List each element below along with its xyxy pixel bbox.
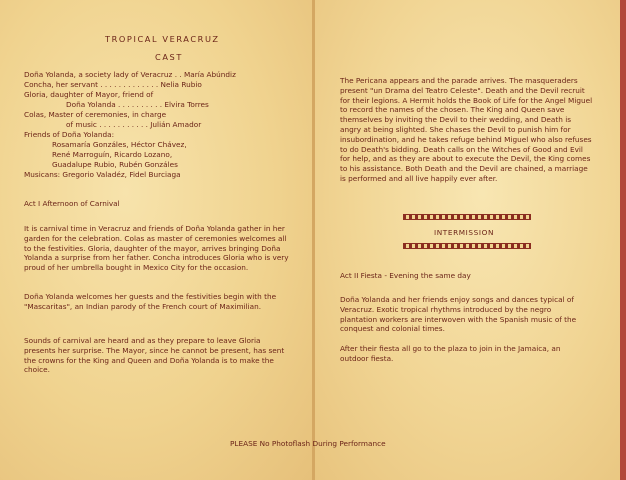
cast-line: Doña Yolanda, a society lady of Veracruz . . María Abúndiz (24, 70, 236, 79)
act-one-paragraph: Doña Yolanda welcomes her guests and the festivities begin with the "Mascaritas", an Indian parody of the French court of Maximilian. (24, 292, 277, 311)
cast-line: Friends of Doña Yolanda: (24, 130, 115, 139)
cast-line: Concha, her servant . . . . . . . . . . . . . Nelia Rubio (24, 80, 202, 89)
intermission-label: INTERMISSION (434, 228, 495, 237)
act-one-continued-paragraph: The Pericana appears and the parade arrives. The masqueraders present "un Drama del Teatro Celeste". Death and the Devil recruit for their legions. A Hermit holds the Book of Life for the Angel Miguel to record the names of the chosen. The King and Queen save themselves by inviting the Devil to their wedding, and Death is angry at being slighted. She chases the Devil to punish him for insubordination, and he takes refuge behind Miguel who also refuses to do Death's bidding. Death calls on the Witches of Good and Evil for help, and as they are about to execute the Devil, the King comes to his assistance. Both Death and the Devil are chained, a marriage is performed and all live happily ever after. (340, 76, 593, 183)
page-fold (312, 0, 315, 480)
cast-line: René Marroguín, Ricardo Lozano, (52, 150, 173, 159)
program-cover-edge (620, 0, 626, 480)
cast-line: Guadalupe Rubio, Rubén Gonzáles (52, 160, 178, 169)
act-two-paragraph: Doña Yolanda and her friends enjoy songs and dances typical of Veracruz. Exotic tropical rhythms introduced by the negro plantation workers are interwoven with the Spanish music of the conquest and colonial times. (340, 295, 577, 334)
intermission-border-bottom (403, 243, 531, 249)
right-page (314, 0, 620, 480)
cast-line: Musicans: Gregorio Valadéz, Fidel Burciaga (24, 170, 181, 179)
cast-line: Colas, Master of ceremonies, in charge (24, 110, 167, 119)
act-two-heading: Act II Fiesta - Evening the same day (340, 271, 471, 280)
cast-line: of music . . . . . . . . . . . Julián Amador (66, 120, 202, 129)
act-one-paragraph: It is carnival time in Veracruz and friends of Doña Yolanda gather in her garden for the celebration. Colas as master of ceremonies welcomes all to the festivities. Gloria, daughter of the mayor, arrives bringing Doña Yolanda a surprise from her father. Concha introduces Gloria who is very proud of her umbrella bought in Mexico City for the occasion. (24, 224, 289, 273)
photoflash-notice: PLEASE No Photoflash During Performance (230, 439, 386, 448)
cast-line: Rosamaría Gonzáles, Héctor Chávez, (52, 140, 187, 149)
intermission-border-top (403, 214, 531, 220)
act-one-heading: Act I Afternoon of Carnival (24, 199, 120, 208)
cast-line: Gloria, daughter of Mayor, friend of (24, 90, 154, 99)
program-title: TROPICAL VERACRUZ (105, 34, 220, 44)
act-one-paragraph: Sounds of carnival are heard and as they prepare to leave Gloria presents her surprise. The Mayor, since he cannot be present, has sent the crowns for the King and Queen and Doña Yolanda is to make the choice. (24, 336, 285, 375)
act-two-paragraph: After their fiesta all go to the plaza to join in the Jamaica, an outdoor fiesta. (340, 344, 561, 363)
cast-line: Doña Yolanda . . . . . . . . . . Elvira Torres (66, 100, 209, 109)
cast-heading: CAST (155, 52, 183, 62)
